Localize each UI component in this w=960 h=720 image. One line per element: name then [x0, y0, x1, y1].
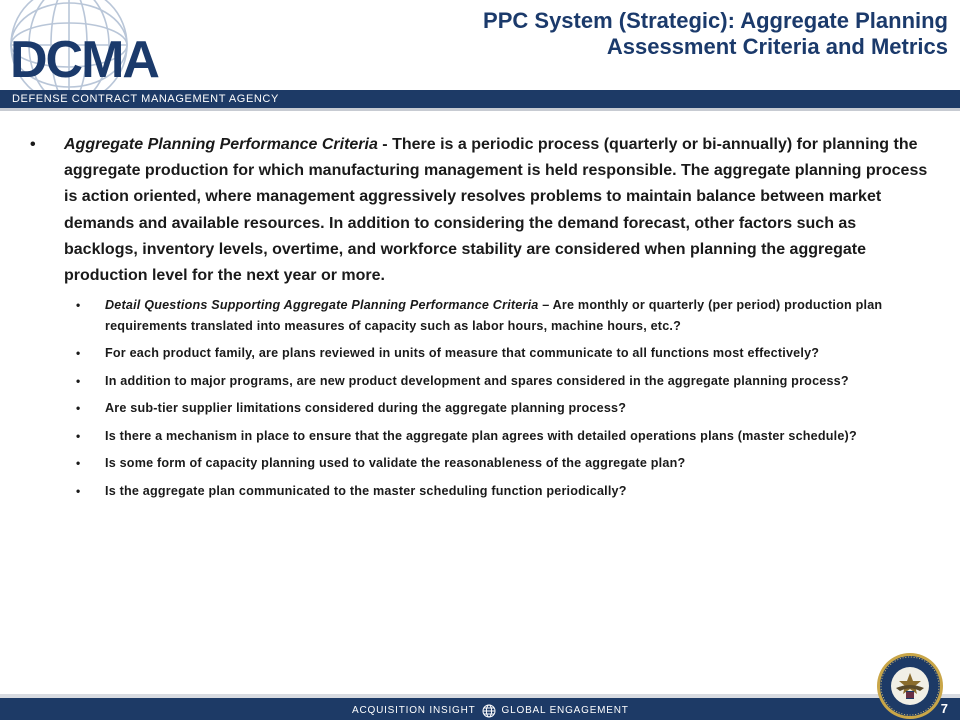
- list-item: [28, 453, 933, 474]
- sub-bullet-text: Is there a mechanism in place to ensure that the aggregate plan agrees with detailed operations plans (master schedule)?: [105, 428, 857, 443]
- list-item: [28, 343, 933, 364]
- page-title: [348, 8, 948, 60]
- bullet-marker: •: [76, 346, 81, 361]
- title-line-1: PPC System (Strategic): Aggregate Planning: [483, 8, 948, 33]
- footer-tagline: [352, 704, 629, 718]
- agency-banner: [0, 90, 960, 108]
- bullet-marker: •: [76, 401, 81, 416]
- sub-bullet-text: Is some form of capacity planning used to validate the reasonableness of the aggregate plan?: [105, 456, 686, 471]
- main-bullet-text: [64, 132, 933, 289]
- bullet-marker: •: [76, 456, 81, 471]
- bullet-marker: •: [76, 373, 81, 388]
- bullet-marker: •: [30, 136, 36, 153]
- sub-bullet-body: – Are monthly or quarterly (per period) production plan requirements translated into measures of capacity such as labor hours, machine hours, etc.?: [105, 298, 883, 333]
- sub-bullet-lead: Detail Questions Supporting Aggregate Planning Performance Criteria: [105, 298, 539, 313]
- sub-bullet-text: Is the aggregate plan communicated to the master scheduling function periodically?: [105, 483, 627, 498]
- bullet-marker: •: [76, 298, 81, 313]
- title-line-2: Assessment Criteria and Metrics: [606, 34, 948, 59]
- sub-bullet-list: [28, 295, 933, 501]
- list-item: [28, 398, 933, 419]
- page-number: 7: [940, 701, 948, 716]
- main-bullet-body: - There is a periodic process (quarterly or bi-annually) for planning the aggregate production for which manufacturing management is held responsible. The aggregate planning process is action oriented, where management aggressively resolves problems to maintain balance between market demands and available resources. In addition to considering the demand forecast, other factors such as backlogs, inventory levels, overtime, and workforce stability are considered when planning the aggregate production level for the next year or more.: [64, 136, 928, 285]
- main-bullet-lead: Aggregate Planning Performance Criteria: [64, 136, 378, 153]
- sub-bullet-text: [105, 298, 882, 333]
- agency-name: DEFENSE CONTRACT MANAGEMENT AGENCY: [12, 93, 279, 105]
- tagline-left: ACQUISITION INSIGHT: [352, 705, 476, 716]
- slide-body: [28, 132, 933, 508]
- list-item: [28, 426, 933, 447]
- list-item: [28, 295, 933, 336]
- dcma-logo: [4, 0, 234, 90]
- sub-bullet-text: Are sub-tier supplier limitations considered during the aggregate planning process?: [105, 401, 627, 416]
- logo-wordmark: DCMA: [10, 31, 158, 89]
- sub-bullet-text: In addition to major programs, are new product development and spares considered in the aggregate planning process?: [105, 373, 849, 388]
- tagline-right: GLOBAL ENGAGEMENT: [501, 705, 629, 716]
- dod-seal-icon: [876, 652, 944, 720]
- list-item: [28, 371, 933, 392]
- list-item: [28, 481, 933, 502]
- main-bullet: [28, 132, 933, 289]
- globe-icon: [482, 704, 496, 718]
- sub-bullet-text: For each product family, are plans reviewed in units of measure that communicate to all functions most effectively?: [105, 346, 820, 361]
- header-divider: [0, 108, 960, 111]
- bullet-marker: •: [76, 428, 81, 443]
- bullet-marker: •: [76, 483, 81, 498]
